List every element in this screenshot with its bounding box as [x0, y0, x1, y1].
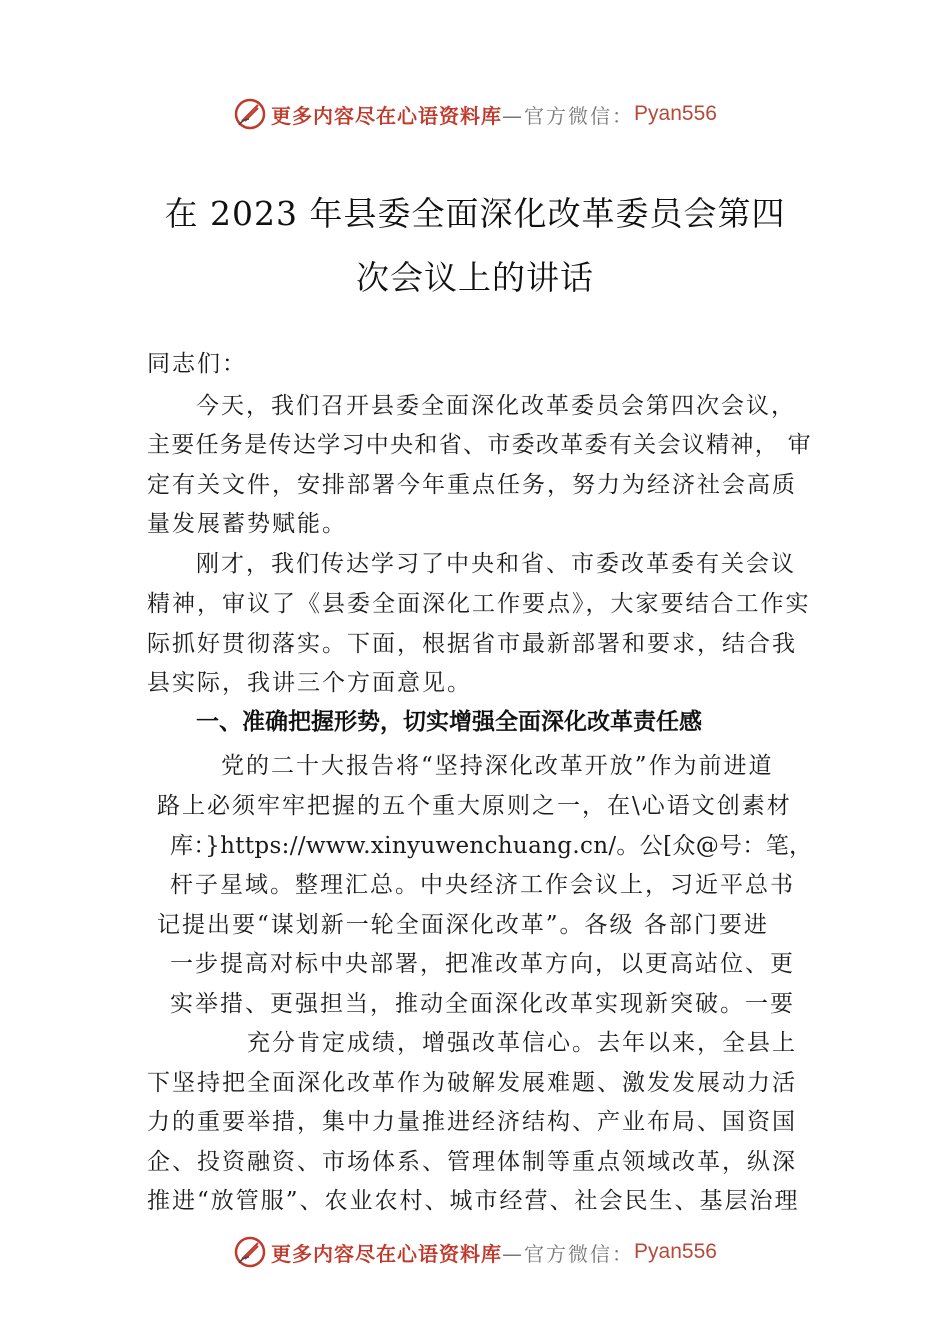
paragraph-line-with-url: 库：}https://www.xinyuwenchuang.cn/。公[众@号：笔， — [170, 833, 813, 859]
banner-site-name: 更多内容尽在心语资料库 — [271, 103, 503, 128]
banner-wechat-label: —官方微信： — [502, 1241, 635, 1266]
banner-wechat-label: —官方微信： — [502, 103, 635, 128]
banner-wechat-id: Pyan556 — [634, 1240, 717, 1263]
section-heading: 一、准确把握形势，切实增强全面深化改革责任感 — [196, 709, 702, 735]
paragraph-line: 杆子星域。整理汇总。中央经济工作会议上，习近平总书 — [170, 872, 795, 898]
paragraph-line: 充分肯定成绩，增强改革信心。去年以来，全县上 — [247, 1030, 797, 1056]
paragraph-line: 主要任务是传达学习中央和省、市委改革委有关会议精神， 审 — [147, 432, 812, 458]
paragraph-line: 刚才，我们传达学习了中央和省、市委改革委有关会议 — [196, 551, 796, 577]
paragraph-line: 一步提高对标中央部署，把准改革方向，以更高站位、更 — [170, 951, 795, 977]
quill-seal-logo-icon — [233, 97, 267, 131]
paragraph-line: 今天，我们召开县委全面深化改革委员会第四次会议， — [196, 393, 796, 419]
paragraph-line: 推进“放管服”、农业农村、城市经营、社会民生、基层治理 — [147, 1188, 800, 1214]
paragraph-line: 定有关文件，安排部署今年重点任务，努力为经济社会高质 — [147, 472, 797, 498]
paragraph-line: 路上必须牢牢把握的五个重大原则之一，在\心语文创素材 — [157, 793, 792, 819]
banner-site-name: 更多内容尽在心语资料库 — [271, 1241, 503, 1266]
paragraph-line: 力的重要举措，集中力量推进经济结构、产业布局、国资国 — [147, 1109, 797, 1135]
quill-seal-logo-icon — [233, 1235, 267, 1269]
header-banner — [0, 94, 950, 134]
paragraph-line: 精神，审议了《县委全面深化工作要点》，大家要结合工作实 — [147, 591, 811, 617]
footer-banner — [0, 1232, 950, 1272]
banner-wechat-id: Pyan556 — [634, 102, 717, 125]
paragraph-line: 企、投资融资、市场体系、管理体制等重点领域改革，纵深 — [147, 1149, 797, 1175]
document-title-line-2: 次会议上的讲话 — [356, 258, 594, 297]
paragraph-line: 记提出要“谋划新一轮全面深化改革”。各级 各部门要进 — [157, 912, 769, 938]
paragraph-line: 量发展蓄势赋能。 — [147, 511, 347, 537]
paragraph-line: 县实际，我讲三个方面意见。 — [147, 670, 472, 696]
paragraph-line: 际抓好贯彻落实。下面，根据省市最新部署和要求，结合我 — [147, 631, 797, 657]
salutation: 同志们： — [147, 351, 247, 377]
paragraph-line: 实举措、更强担当，推动全面深化改革实现新突破。一要 — [170, 991, 795, 1017]
paragraph-line: 下坚持把全面深化改革作为破解发展难题、激发发展动力活 — [147, 1070, 797, 1096]
document-title-line-1: 在 2023 年县委全面深化改革委员会第四 — [164, 194, 786, 233]
paragraph-line: 党的二十大报告将“坚持深化改革开放”作为前进道 — [221, 753, 774, 779]
